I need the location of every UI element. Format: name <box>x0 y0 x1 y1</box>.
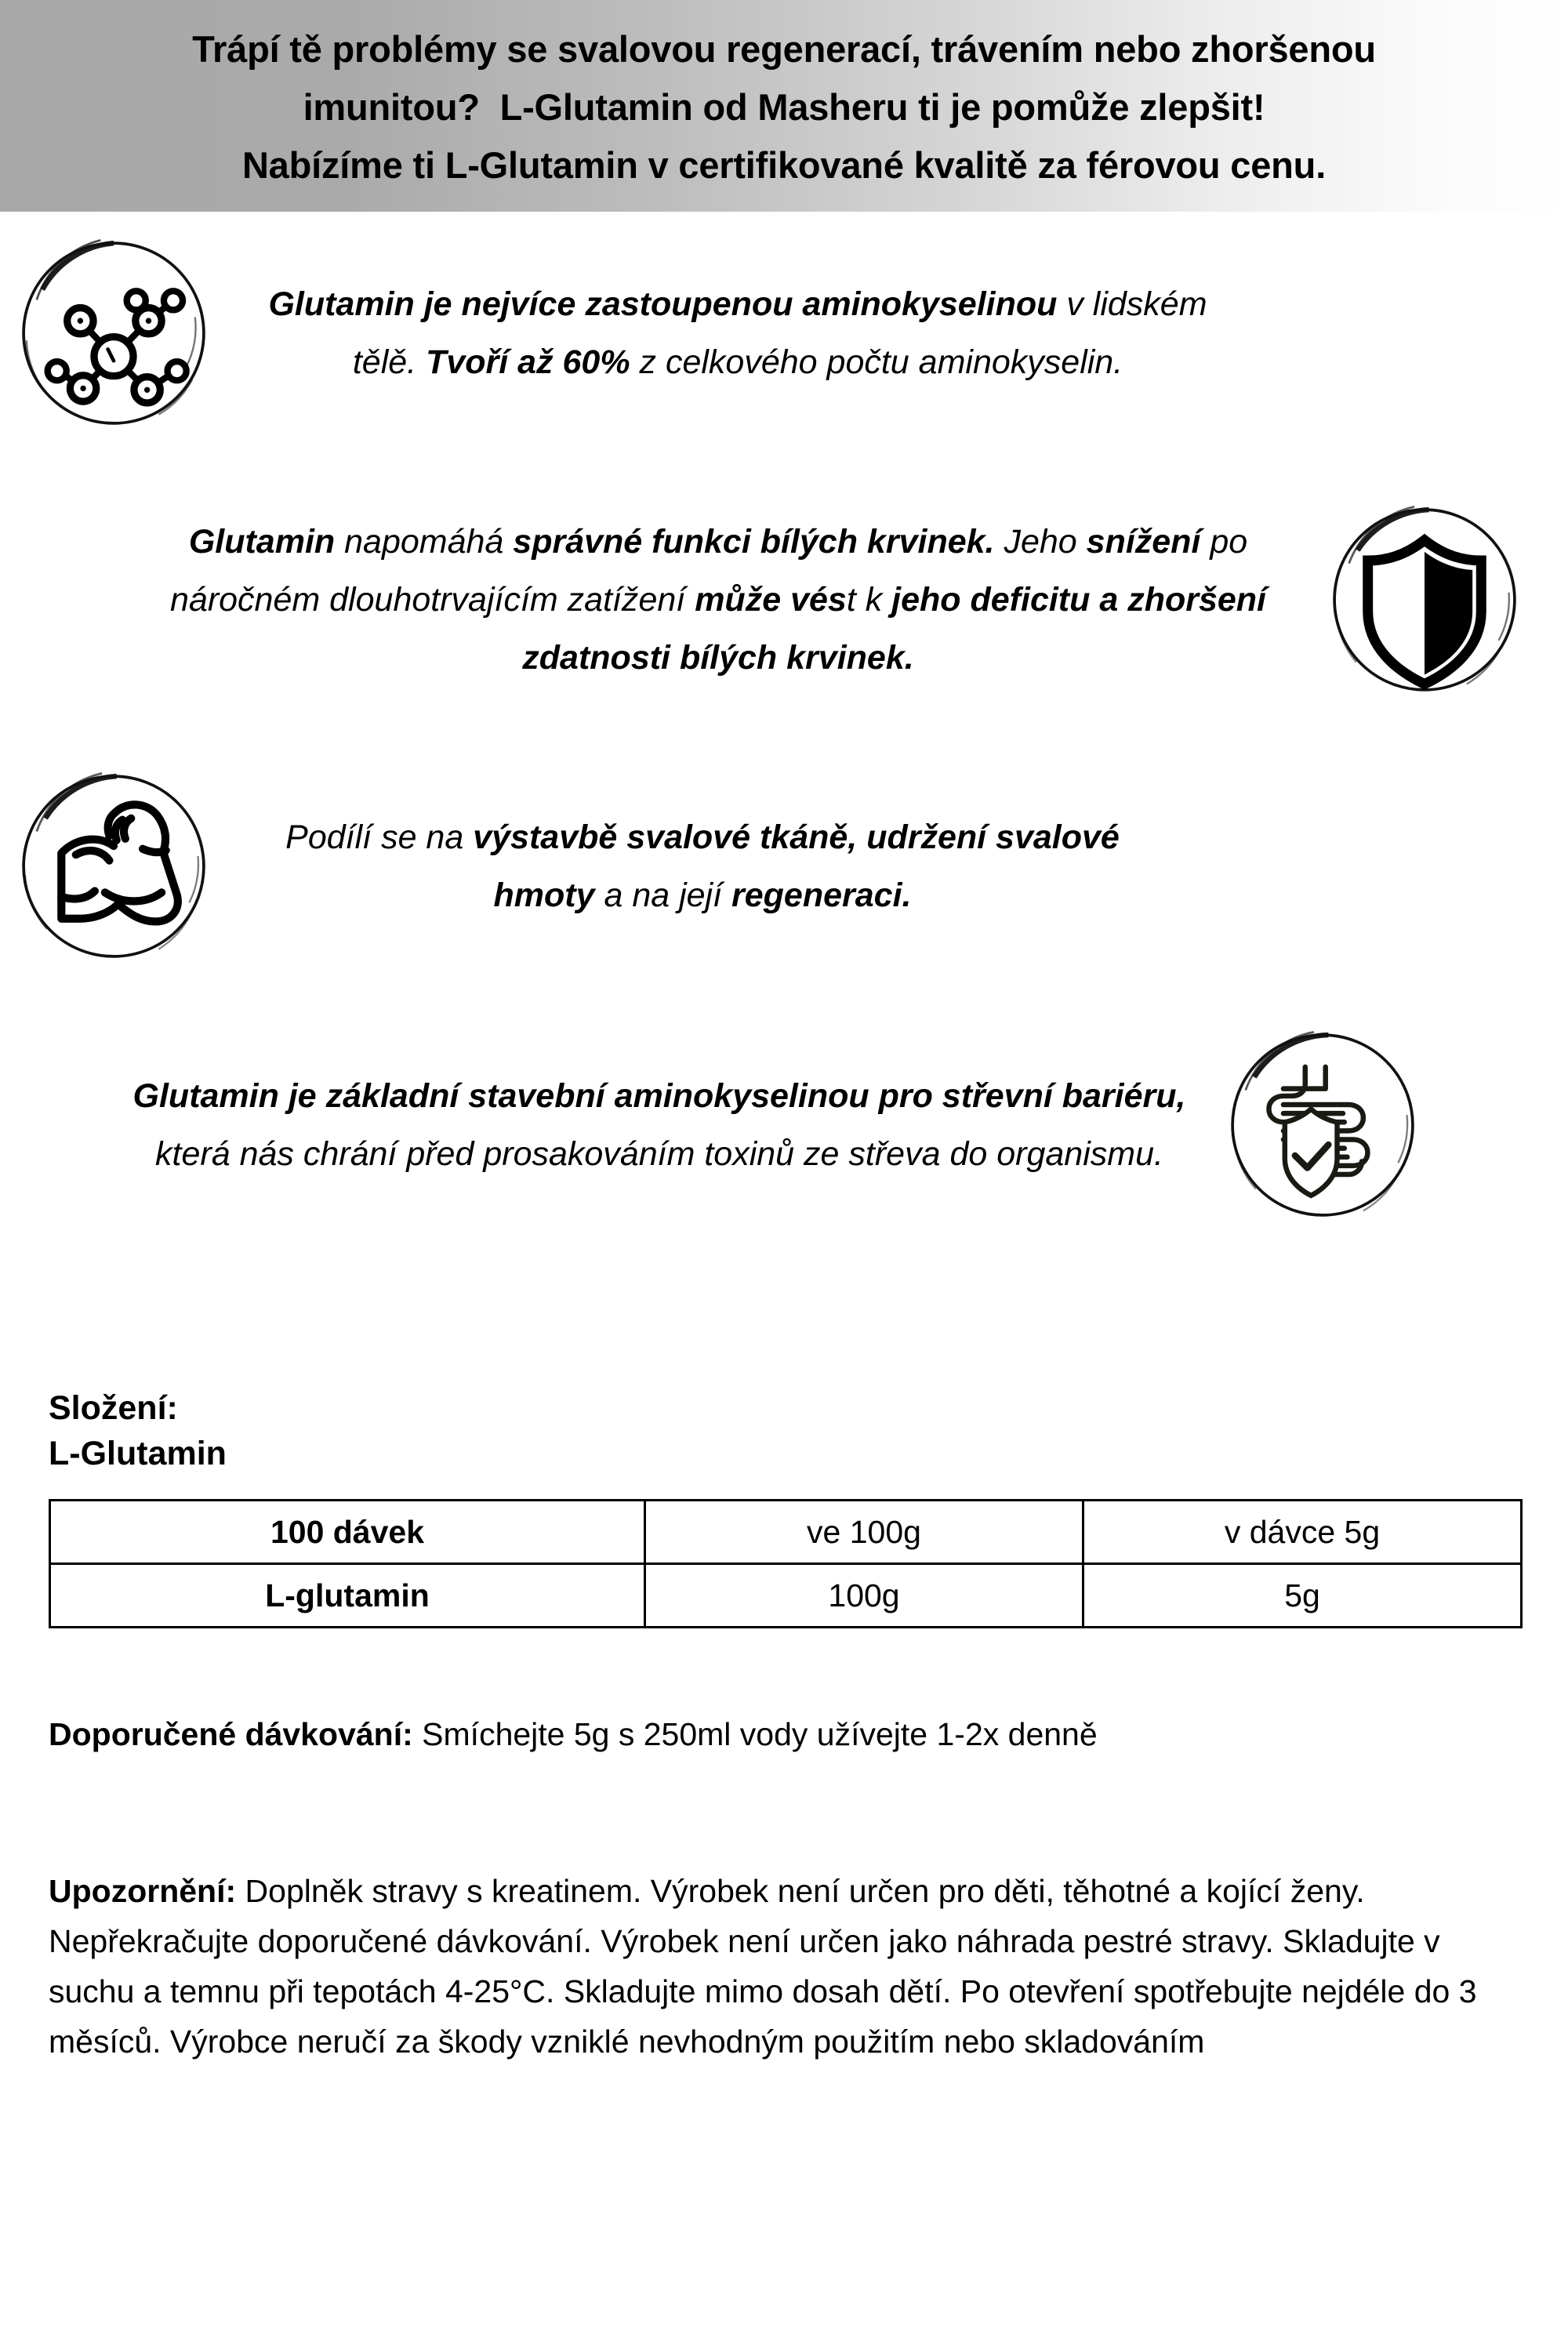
warning-label: Upozornění: <box>49 1873 237 1909</box>
benefit-block-gut-barrier <box>110 1011 1568 1239</box>
benefit-block-immunity <box>125 486 1568 713</box>
dosage-label: Doporučené dávkování: <box>49 1716 413 1752</box>
table-row-header <box>50 1501 1522 1564</box>
benefit-text-gut-barrier: Glutamin je základní stavební aminokyselinou pro střevní bariéru, která nás chrání před prosakováním toxinů ze střeva do organismu. <box>132 1077 1186 1173</box>
table-header-servings: 100 dávek <box>50 1501 645 1564</box>
table-header-per-dose: v dávce 5g <box>1083 1501 1522 1564</box>
table-cell-amount-per-dose: 5g <box>1083 1564 1522 1628</box>
table-cell-ingredient-name: L-glutamin <box>50 1564 645 1628</box>
benefit-block-muscle <box>0 753 1333 980</box>
bicep-icon <box>0 753 227 980</box>
benefits-section <box>0 212 1568 1294</box>
composition-heading: Složení: <box>49 1389 178 1427</box>
intestine-shield-icon <box>1209 1011 1436 1239</box>
dosage-text: Smíchejte 5g s 250ml vody užívejte 1-2x denně <box>412 1716 1098 1752</box>
header-line-2: imunitou? L-Glutamin od Masheru ti je pomůže zlepšit! <box>303 86 1265 128</box>
benefit-text-muscle: Podílí se na výstavbě svalové tkáně, udržení svalové hmoty a na její regeneraci. <box>285 818 1120 914</box>
warning-text: Doplněk stravy s kreatinem. Výrobek není určen pro děti, těhotné a kojící ženy. Nepřekračujte doporučené dávkování. Výrobek není určen jako náhrada pestré stravy. Skladujte v suchu a temnu při tepotách 4-25°C. Skladujte mimo dosah dětí. Po otevření spotřebujte nejdéle do 3 měsíců. Výrobce neručí za škody vzniklé nevhodným použitím nebo skladováním <box>49 1873 1477 2060</box>
benefit-text-amino-acid: Glutamin je nejvíce zastoupenou aminokyselinou v lidském tělě. Tvoří až 60% z celkového počtu aminokyselin. <box>268 285 1207 381</box>
shield-icon <box>1311 486 1538 713</box>
dosage-section <box>49 1709 1523 1759</box>
table-header-per-100g: ve 100g <box>645 1501 1083 1564</box>
header-line-1: Trápí tě problémy se svalovou regenerací, trávením nebo zhoršenou <box>192 28 1376 70</box>
table-cell-amount-per-100g: 100g <box>645 1564 1083 1628</box>
table-row <box>50 1564 1522 1628</box>
benefit-block-amino-acid <box>0 220 1403 447</box>
benefit-text-immunity: Glutamin napomáhá správné funkci bílých krvinek. Jeho snížení po náročném dlouhotrvajícím zatížení může vést k jeho deficitu a zhoršení zdatnosti bílých krvinek. <box>169 523 1267 677</box>
composition-section <box>49 1388 1519 1628</box>
nutrition-table <box>49 1499 1523 1628</box>
header-banner <box>0 0 1568 212</box>
warning-section <box>49 1866 1507 2067</box>
composition-ingredient: L-Glutamin <box>49 1435 227 1472</box>
header-line-3: Nabízíme ti L-Glutamin v certifikované kvalitě za férovou cenu. <box>241 144 1327 186</box>
molecule-icon <box>0 220 227 447</box>
